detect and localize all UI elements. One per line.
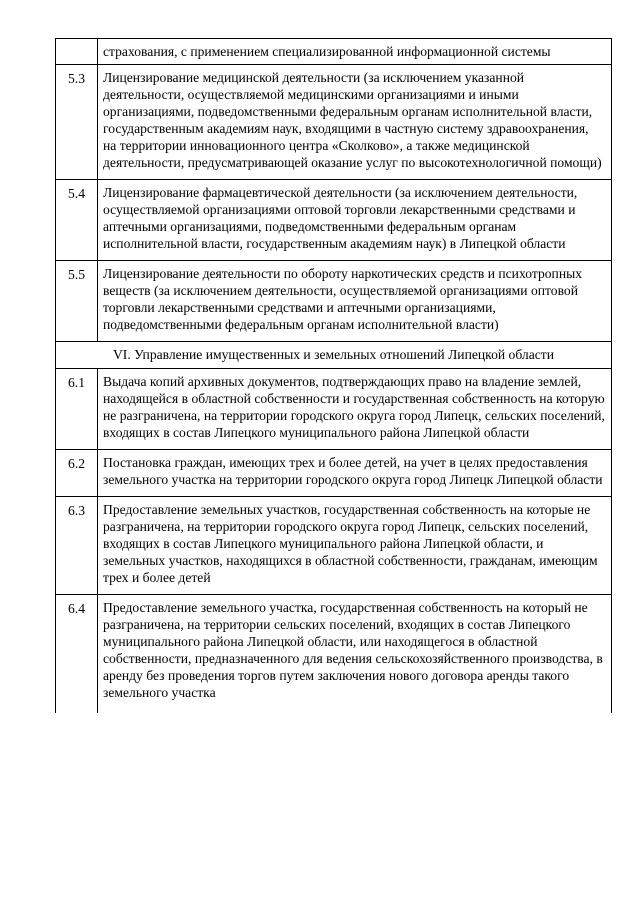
row-text: Предоставление земельного участка, государственная собственность на который не разграничена, на территории сельских поселений, входящих в состав Липецкого муниципального района Липецкой области, или находящегося в областной собственности, предназначенного для ведения сельскохозяйственного производства, в аренду без проведения торгов путем заключения нового договора аренды такого земельного участка [98,595,612,714]
row-text: страхования, с применением специализированной информационной системы [98,39,612,65]
row-number: 6.1 [56,369,98,450]
row-number: 5.3 [56,65,98,180]
row-number: 5.5 [56,261,98,342]
row-text: Лицензирование медицинской деятельности (за исключением указанной деятельности, осуществляемой медицинскими организациями и иными организациями, подведомственными федеральным органам исполнительной власти, государственным академиям наук, входящими в частную систему здравоохранения, на территории инновационного центра «Сколково», а также медицинской деятельности, предусматривающей оказание услуг по высокотехнологичной помощи) [98,65,612,180]
table-row [56,180,612,261]
table-row [56,261,612,342]
row-number: 6.2 [56,450,98,497]
section-heading-row [56,342,612,369]
table-row [56,369,612,450]
table-row [56,595,612,714]
section-heading: VI. Управление имущественных и земельных отношений Липецкой области [56,342,612,369]
row-number: 6.3 [56,497,98,595]
row-number: 5.4 [56,180,98,261]
row-text: Выдача копий архивных документов, подтверждающих право на владение землей, находящейся в областной собственности и государственная собственность на которую не разграничена, на территории городского округа город Липецк, сельских поселений, входящих в состав Липецкого муниципального района Липецкой области [98,369,612,450]
row-text: Постановка граждан, имеющих трех и более детей, на учет в целях предоставления земельного участка на территории городского округа город Липецк Липецкой области [98,450,612,497]
table-row [56,450,612,497]
table-row [56,65,612,180]
table-row [56,497,612,595]
row-text: Предоставление земельных участков, государственная собственность на которые не разграничена, на территории городского округа город Липецк, сельских поселений, входящих в состав Липецкого муниципального района Липецкой области, и земельных участков, находящихся в областной собственности, гражданам, имеющим трех и более детей [98,497,612,595]
table-row [56,39,612,65]
row-text: Лицензирование деятельности по обороту наркотических средств и психотропных веществ (за исключением деятельности, осуществляемой организациями оптовой торговли лекарственными средствами и аптечными организациями, подведомственными федеральным органам исполнительной власти) [98,261,612,342]
row-number [56,39,98,65]
row-number: 6.4 [56,595,98,714]
services-table [55,38,612,713]
row-text: Лицензирование фармацевтической деятельности (за исключением деятельности, осуществляемой организациями оптовой торговли лекарственными средствами и аптечными организациями, подведомственными федеральным органам исполнительной власти, государственным академиям наук) в Липецкой области [98,180,612,261]
